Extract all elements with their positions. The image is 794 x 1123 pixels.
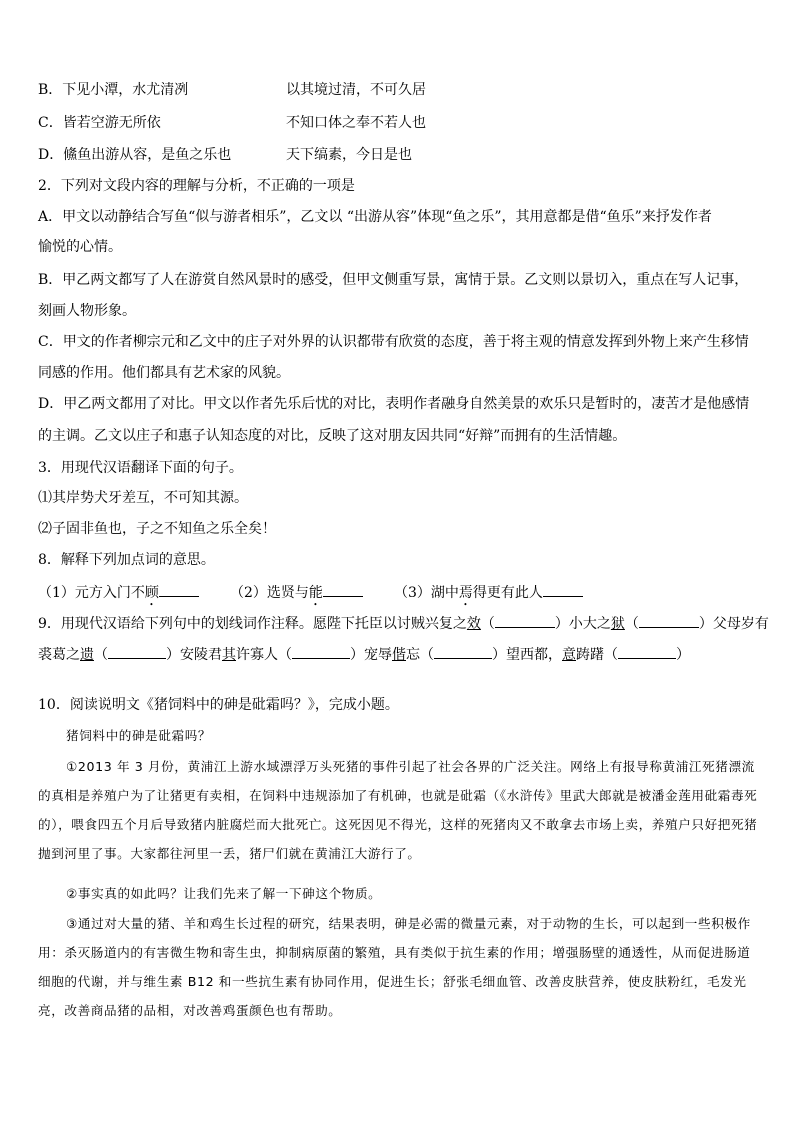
q1-option-b <box>38 80 426 100</box>
q2-option-d-line1: D．甲乙两文都用了对比。甲文以作者先乐后忧的对比，表明作者融身自然美景的欢乐只是暂时的，凄苦才是他感情 <box>38 396 750 412</box>
q2-option-b-line2: 刻画人物形象。 <box>38 303 136 319</box>
option-left-text: 皆若空游无所依 <box>62 115 161 131</box>
option-letter: B． <box>38 82 63 98</box>
article-paragraph-3: ③通过对大量的猪、羊和鸡生长过程的研究，结果表明，砷是必需的微量元素，对于动物的生长，可以起到一些积极作用：杀灭肠道内的有害微生物和寄生虫，抑制病原菌的繁殖，具有类似于抗生素的作用；增强肠壁的通透性，从而促进肠道细胞的代谢，并与维生素 B12 和一些抗生素有协同作用，促进生长；舒张毛细血管、改善皮肤营养，使皮肤粉红，毛发光亮，改善商品猪的品相，对改善鸡蛋颜色也有帮助。 <box>38 916 751 1018</box>
underlined-word: 遗 <box>80 647 94 663</box>
q2-option-c-line2: 同感的作用。他们都具有艺术家的风貌。 <box>38 365 290 381</box>
option-left-text: 鯈鱼出游从容，是鱼之乐也 <box>63 147 232 163</box>
underlined-word: 效 <box>466 616 481 632</box>
answer-blank[interactable] <box>495 613 555 628</box>
dotted-word: 焉 <box>458 585 473 601</box>
q3-sentence-2: ⑵子固非鱼也，子之不知鱼之乐全矣！ <box>38 521 276 537</box>
article-paragraph-1: ①2013 年 3 月份，黄浦江上游水域漂浮万头死猪的事件引起了社会各界的广泛关注。网络上有报导称黄浦江死猪漂流的真相是养殖户为了让猪更有卖相，在饲料中违规添加了有机砷，也就是砒霜（《水浒传》里武大郎就是被潘金莲用砒霜毒死的），喂食四五个月后导致猪内脏腐烂而大批死亡。这死因见不得光，这样的死猪肉又不敢拿去市场上卖，养殖户只好把死猪抛到河里了事。大家都往河里一丢，猪尸们就在黄浦江大游行了。 <box>38 759 758 861</box>
q2-option-d-line2: 的主调。乙文以庄子和惠子认知态度的对比，反映了这对朋友因共同“好辩”而拥有的生活情趣。 <box>38 428 627 444</box>
dotted-word: 顾 <box>144 585 159 601</box>
underlined-word: 狱 <box>610 616 625 632</box>
option-right-text: 不知口体之奉不若人也 <box>286 115 426 131</box>
q3-stem: 3．用现代汉语翻译下面的句子。 <box>38 460 243 476</box>
q8-items: （1）元方入门不顾 （2）选贤与能 （3）湖中焉得更有此人 <box>38 582 583 609</box>
underlined-word: 其 <box>222 647 236 663</box>
option-left-text: 下见小潭，水尤清冽 <box>62 82 189 98</box>
answer-blank[interactable] <box>434 644 492 659</box>
q9-line1: 9．用现代汉语给下列句中的划线词作注释。愿陛下托臣以讨贼兴复之效（ ）小大之狱（ ）父母岁有 <box>38 613 769 634</box>
option-letter: C． <box>38 115 63 131</box>
q10-stem: 10．阅读说明文《猪饲料中的砷是砒霜吗？》，完成小题。 <box>38 697 399 713</box>
answer-blank[interactable] <box>292 644 350 659</box>
answer-blank[interactable] <box>639 613 699 628</box>
q1-option-c <box>38 113 426 133</box>
option-letter: D． <box>38 147 64 163</box>
option-right-text: 以其境过清，不可久居 <box>286 82 426 98</box>
option-right-text: 天下缟素，今日是也 <box>286 147 412 163</box>
q2-option-a-line2: 愉悦的心情。 <box>38 239 122 255</box>
underlined-word: 偕 <box>392 647 406 663</box>
answer-blank[interactable] <box>323 582 363 597</box>
q9-line2: 裘葛之遗（ ）安陵君其许寡人（ ）宠辱偕忘（ ）望西都，意踌躇（ ） <box>38 644 690 665</box>
answer-blank[interactable] <box>108 644 166 659</box>
q1-option-d <box>38 145 412 165</box>
article-paragraph-2: ②事实真的如此吗？让我们先来了解一下砷这个物质。 <box>66 886 382 901</box>
q2-stem: 2．下列对文段内容的理解与分析，不正确的一项是 <box>38 178 355 194</box>
answer-blank[interactable] <box>543 582 583 597</box>
underlined-word: 意 <box>562 647 576 663</box>
article-title: 猪饲料中的砷是砒霜吗？ <box>66 728 212 743</box>
q8-stem: 8．解释下列加点词的意思。 <box>38 552 215 568</box>
answer-blank[interactable] <box>618 644 676 659</box>
q2-option-c-line1: C．甲文的作者柳宗元和乙文中的庄子对外界的认识都带有欣赏的态度，善于将主观的情意发挥到外物上来产生移情 <box>38 334 749 350</box>
answer-blank[interactable] <box>159 582 199 597</box>
q3-sentence-1: ⑴其岸势犬牙差互，不可知其源。 <box>38 490 248 506</box>
q2-option-b-line1: B．甲乙两文都写了人在游赏自然风景时的感受，但甲文侧重写景，寓情于景。乙文则以景切入，重点在写人记事， <box>38 272 749 288</box>
dotted-word: 能 <box>308 585 323 601</box>
q2-option-a-line1: A．甲文以动静结合写鱼“似与游者相乐”，乙文以 “出游从容”体现“鱼之乐”，其用意都是借“鱼乐”来抒发作者 <box>38 209 712 225</box>
